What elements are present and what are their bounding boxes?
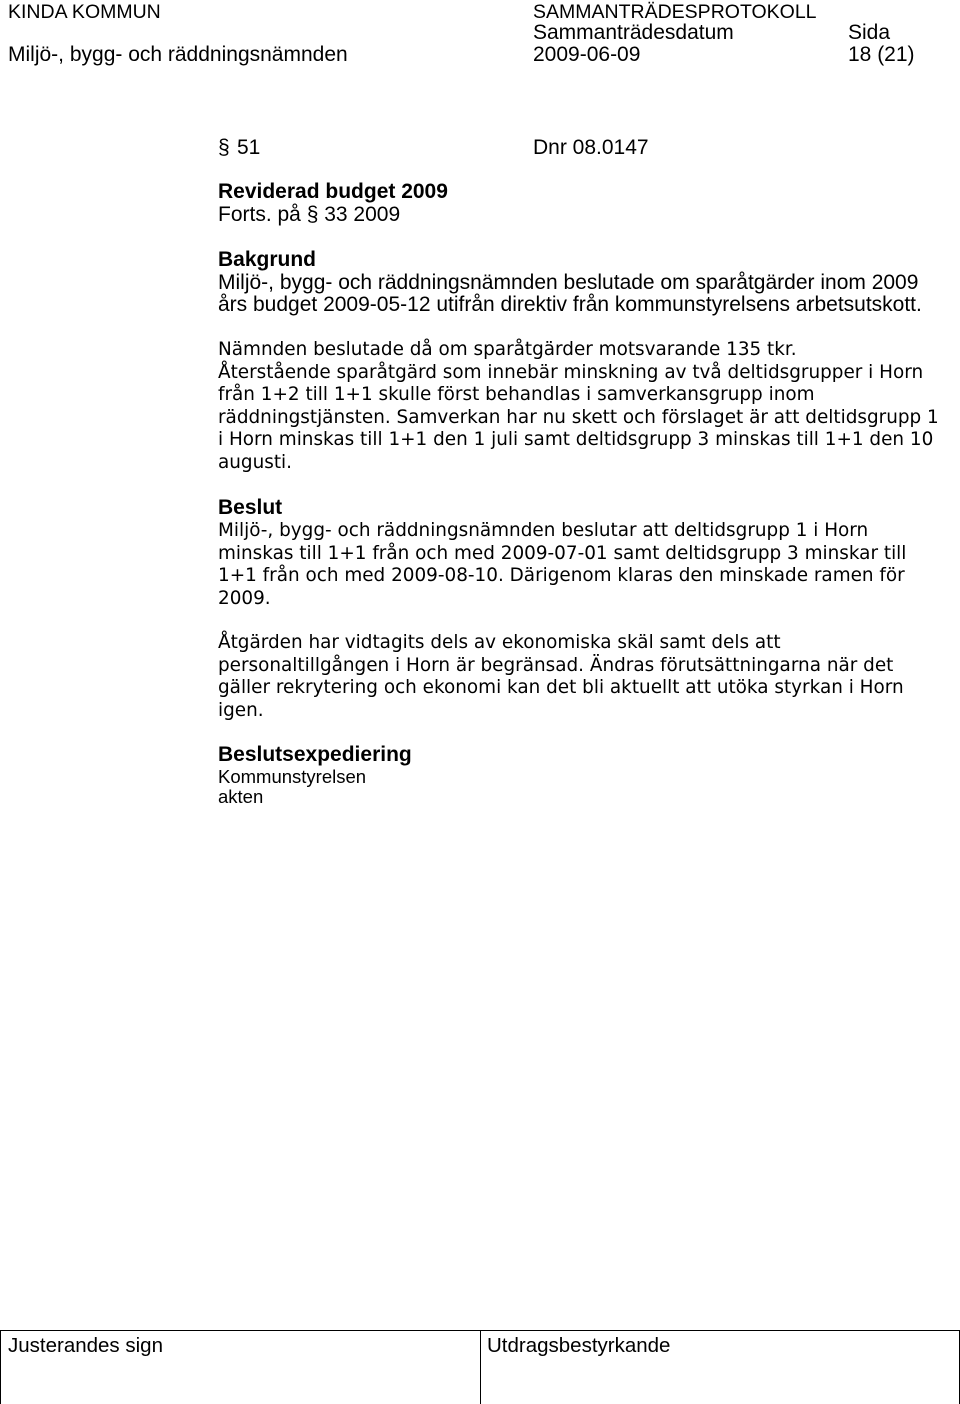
background-detail-paragraph [218, 339, 939, 475]
body-text-line: i Horn minskas till 1+1 den 1 juli samt deltidsgrupp 3 minskas till 1+1 den 10 [218, 429, 934, 451]
body-text-line: Miljö-, bygg- och räddningsnämnden beslutar att deltidsgrupp 1 i Horn [218, 520, 869, 541]
header-org: KINDA KOMMUN [8, 1, 161, 23]
body-text-line: räddningstjänsten. Samverkan har nu skett och förslaget är att deltidsgrupp 1 [218, 406, 939, 428]
distribution-list [218, 767, 366, 807]
decision-paragraph [218, 520, 906, 610]
header-page-number: 18 (21) [848, 43, 915, 66]
decision-heading: Beslut [218, 496, 283, 519]
body-text-line: från 1+2 till 1+1 skulle först behandlas i samverkansgrupp inom [218, 384, 815, 406]
body-text-line: personaltillgången i Horn är begränsad. Ändras förutsättningarna när det [218, 654, 894, 676]
extract-certification-label: Utdragsbestyrkande [487, 1334, 671, 1357]
section-sign: § [218, 136, 230, 159]
header-page-label: Sida [848, 21, 891, 44]
body-text-line: 2009. [218, 587, 271, 609]
body-text-line: Miljö-, bygg- och räddningsnämnden beslutade om sparåtgärder inom 2009 [218, 271, 919, 294]
body-text-line: 1+1 från och med 2009-08-10. Därigenom klaras den minskade ramen för [218, 565, 905, 587]
rationale-paragraph [218, 632, 904, 722]
body-text-line: gäller rekrytering och ekonomi kan det bli aktuellt att utöka styrkan i Horn [218, 677, 904, 699]
body-text-line: Åtgärden har vidtagits dels av ekonomiska skäl samt dels att [218, 632, 781, 653]
distribution-heading: Beslutsexpediering [218, 743, 412, 766]
body-text-line: igen. [218, 699, 264, 721]
body-text-line: augusti. [218, 451, 293, 473]
body-text-line: Nämnden beslutade då om sparåtgärder motsvarande 135 tkr. [218, 339, 797, 360]
body-text-line: års budget 2009-05-12 utifrån direktiv från kommunstyrelsens arbetsutskott. [218, 293, 922, 316]
header-doc-type: SAMMANTRÄDESPROTOKOLL [533, 1, 817, 23]
dnr-number: Dnr 08.0147 [533, 136, 649, 159]
paragraph-number: 51 [237, 136, 261, 159]
footer-divider [480, 1331, 481, 1404]
distribution-recipient: Kommunstyrelsen [218, 766, 367, 787]
body-text-line: Återstående sparåtgärd som innebär minskning av två deltidsgrupper i Horn [218, 361, 924, 383]
header-committee: Miljö-, bygg- och räddningsnämnden [8, 43, 348, 66]
signature-footer [0, 1330, 960, 1404]
header-date-label: Sammanträdesdatum [533, 21, 734, 44]
background-paragraph [218, 272, 922, 316]
background-heading: Bakgrund [218, 248, 317, 271]
paragraph-title: Reviderad budget 2009 [218, 180, 448, 203]
body-text-line: minskas till 1+1 från och med 2009-07-01 samt deltidsgrupp 3 minskar till [218, 542, 907, 564]
continued-reference: Forts. på § 33 2009 [218, 203, 401, 226]
header-date: 2009-06-09 [533, 43, 641, 66]
adjuster-sign-label: Justerandes sign [8, 1334, 163, 1357]
distribution-recipient: akten [218, 786, 264, 807]
